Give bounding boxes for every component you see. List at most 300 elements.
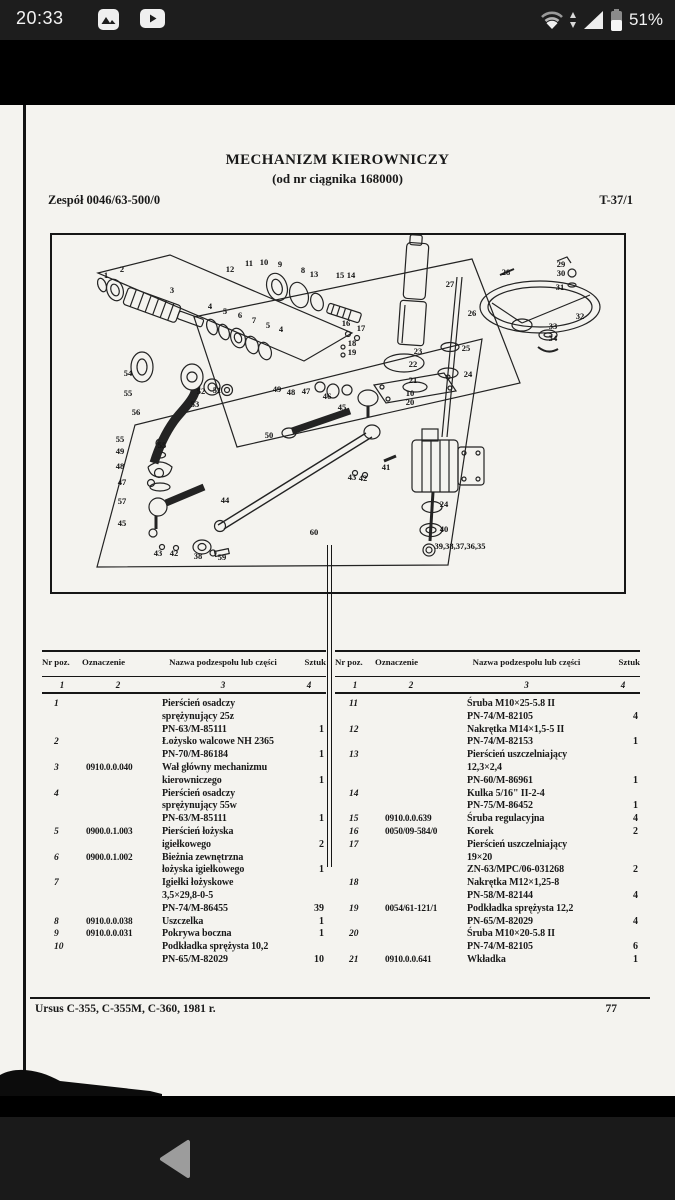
table-row-line xyxy=(335,724,640,737)
part-label: 28 xyxy=(501,267,511,277)
table-cell: Pierścień uszczelniający xyxy=(467,749,568,761)
table-cell: Pokrywa boczna xyxy=(162,928,232,940)
table-row-line xyxy=(42,762,326,775)
table-cell xyxy=(42,839,86,852)
table-row-line xyxy=(42,916,326,929)
table-row-line xyxy=(42,852,326,865)
table-row-line xyxy=(335,941,640,954)
table-cell xyxy=(612,788,640,801)
table-cell: 19 xyxy=(349,903,359,914)
table-row-line xyxy=(42,928,326,941)
table-cell xyxy=(298,852,326,865)
table-cell: PN-65/M-82029 xyxy=(162,953,228,965)
table-cell: Śruba regulacyjna xyxy=(467,813,545,825)
part-label: 7 xyxy=(251,315,257,325)
table-cell: PN-60/M-86961 xyxy=(467,774,533,786)
part-label: 24 xyxy=(463,369,473,379)
table-cell xyxy=(612,724,640,737)
table-cell: sprężynujący 55w xyxy=(162,800,237,812)
part-label: 15 xyxy=(335,270,345,280)
table-cell: Pierścień łożyska xyxy=(162,825,234,837)
table-cell: 8 xyxy=(54,916,59,927)
table-cell: 4 xyxy=(633,915,638,927)
part-label: 51 xyxy=(212,385,222,395)
table-cell xyxy=(385,724,467,737)
part-label: 32 xyxy=(575,311,585,321)
table-cell xyxy=(335,941,385,954)
col-header-name: Nazwa podzespołu lub części xyxy=(472,657,581,667)
table-cell: Korek xyxy=(467,825,494,837)
table-cell: 1 xyxy=(633,774,638,786)
table-cell: PN-63/M-85111 xyxy=(162,813,227,825)
table-cell xyxy=(385,928,467,941)
table-cell: Uszczelka xyxy=(162,915,204,927)
table-cell xyxy=(86,775,162,788)
table-cell: 4 xyxy=(633,889,638,901)
part-label: 22 xyxy=(408,359,418,369)
table-cell: 1 xyxy=(319,723,324,735)
table-cell: 17 xyxy=(349,839,359,850)
table-row-line xyxy=(42,877,326,890)
table-row-line xyxy=(42,775,326,788)
table-cell: 12 xyxy=(349,724,359,735)
status-indicators xyxy=(541,0,663,40)
part-label: 17 xyxy=(356,323,366,333)
table-row-line xyxy=(42,839,326,852)
table-row-line xyxy=(42,941,326,954)
table-cell: 1 xyxy=(633,953,638,965)
table-cell xyxy=(385,698,467,711)
table-cell xyxy=(86,711,162,724)
table-cell: 16 xyxy=(349,826,359,837)
table-cell: 20 xyxy=(349,929,359,940)
table-cell xyxy=(298,890,326,903)
table-cell: PN-74/M-82105 xyxy=(467,710,533,722)
part-label: 38 xyxy=(193,551,203,561)
part-label: 33 xyxy=(548,321,558,331)
table-cell: Igiełki łożyskowe xyxy=(162,877,234,889)
table-cell: 4 xyxy=(633,710,638,722)
table-cell: Bieżnia zewnętrzna xyxy=(162,851,244,863)
table-cell: 0900.0.1.003 xyxy=(86,826,133,837)
table-cell xyxy=(385,941,467,954)
table-cell xyxy=(42,813,86,826)
part-label: 55 xyxy=(123,388,133,398)
table-row-line xyxy=(42,890,326,903)
table-cell: 18 xyxy=(349,878,359,889)
table-cell: Śruba M10×20-5.8 II xyxy=(467,928,555,940)
table-cell xyxy=(335,916,385,929)
table-cell xyxy=(42,749,86,762)
part-label: 16 xyxy=(341,318,351,328)
part-label: 21 xyxy=(408,375,418,385)
table-cell: 13 xyxy=(349,750,359,761)
table-cell xyxy=(42,711,86,724)
table-cell xyxy=(86,903,162,916)
table-row-line xyxy=(335,775,640,788)
battery-icon xyxy=(610,8,623,32)
table-cell: 1 xyxy=(633,736,638,748)
table-cell: Łożysko walcowe NH 2365 xyxy=(162,736,274,748)
table-row-line xyxy=(335,864,640,877)
parts-table-left xyxy=(42,650,326,978)
table-row-line xyxy=(42,813,326,826)
table-cell xyxy=(86,877,162,890)
table-cell: PN-74/M-86455 xyxy=(162,902,228,914)
table-cell xyxy=(298,941,326,954)
table-cell xyxy=(385,711,467,724)
table-body-left xyxy=(42,694,326,967)
table-row-line xyxy=(42,954,326,967)
table-row-line xyxy=(42,698,326,711)
scan-edge-line xyxy=(23,105,26,1096)
column-number-row: 1 2 3 4 xyxy=(352,679,626,690)
back-icon xyxy=(158,1137,192,1181)
part-label: 4 xyxy=(278,324,284,334)
table-cell xyxy=(298,800,326,813)
table-cell xyxy=(335,762,385,775)
table-row-line xyxy=(335,800,640,813)
page-subtitle: (od nr ciągnika 168000) xyxy=(272,171,403,186)
table-cell: 1 xyxy=(319,813,324,825)
part-label: 57 xyxy=(117,496,127,506)
part-label: 18 xyxy=(347,338,357,348)
gallery-icon xyxy=(98,9,119,35)
table-cell xyxy=(612,877,640,890)
table-cell xyxy=(335,711,385,724)
part-label: 49 xyxy=(272,384,282,394)
table-cell: 0910.0.0.038 xyxy=(86,916,133,927)
part-label: 45 xyxy=(117,518,127,528)
part-label: 5 xyxy=(265,320,271,330)
table-cell: 0910.0.0.031 xyxy=(86,929,133,940)
table-cell: 0054/61-121/1 xyxy=(385,903,438,914)
document-page xyxy=(0,105,675,1096)
table-cell xyxy=(335,890,385,903)
table-cell: PN-75/M-86452 xyxy=(467,800,533,812)
table-divider xyxy=(327,545,332,867)
letterbox-strip xyxy=(0,1096,675,1117)
table-cell xyxy=(612,698,640,711)
table-cell xyxy=(86,954,162,967)
table-cell: Pierścień uszczelniający xyxy=(467,838,568,850)
table-row-line xyxy=(42,788,326,801)
page-title: MECHANIZM KIEROWNICZY xyxy=(225,152,450,168)
table-cell xyxy=(298,826,326,839)
table-cell xyxy=(385,749,467,762)
table-row-line xyxy=(335,890,640,903)
part-label: 6 xyxy=(237,310,243,320)
table-cell: 3 xyxy=(54,762,59,773)
table-cell xyxy=(385,762,467,775)
wifi-icon xyxy=(541,10,563,30)
table-cell: 1 xyxy=(633,800,638,812)
footer-rule xyxy=(30,997,650,999)
part-label: 10 xyxy=(405,388,415,398)
table-cell xyxy=(86,736,162,749)
part-label: 13 xyxy=(309,269,319,279)
table-cell: Pierścień osadczy xyxy=(162,787,236,799)
table-cell: 19×20 xyxy=(467,851,493,863)
part-label: 48 xyxy=(115,461,125,471)
table-row-line xyxy=(42,724,326,737)
table-cell: 0910.0.0.639 xyxy=(385,814,432,825)
table-row-line xyxy=(335,877,640,890)
table-cell xyxy=(612,903,640,916)
table-cell: sprężynujący 25z xyxy=(162,710,234,722)
table-cell: 6 xyxy=(54,852,59,863)
table-cell: PN-74/M-82105 xyxy=(467,941,533,953)
part-label: 1 xyxy=(103,270,109,280)
table-cell: PN-74/M-82153 xyxy=(467,736,533,748)
part-label: 19 xyxy=(347,347,357,357)
table-cell: PN-65/M-82029 xyxy=(467,915,533,927)
table-cell: Wkładka xyxy=(467,953,506,965)
table-cell xyxy=(298,877,326,890)
column-number-row: 1 2 3 4 xyxy=(59,679,312,690)
table-cell xyxy=(335,736,385,749)
table-row-line xyxy=(42,864,326,877)
table-cell: 0900.0.1.002 xyxy=(86,852,133,863)
col-header-code: Oznaczenie xyxy=(375,657,418,667)
table-cell xyxy=(86,890,162,903)
table-cell: 12,3×2,4 xyxy=(467,761,502,773)
battery-percent: 51% xyxy=(628,10,663,29)
table-cell xyxy=(385,839,467,852)
table-cell xyxy=(42,890,86,903)
col-header-nr: Nr poz. xyxy=(42,657,70,667)
table-cell: 1 xyxy=(319,749,324,761)
table-cell xyxy=(385,890,467,903)
table-cell: 2 xyxy=(633,825,638,837)
table-row-line xyxy=(335,736,640,749)
table-cell: Nakrętka M12×1,25-8 xyxy=(467,877,560,889)
col-header-qty: Sztuk xyxy=(304,657,326,667)
table-row-line xyxy=(335,788,640,801)
back-button[interactable] xyxy=(158,1137,192,1181)
part-label: 47 xyxy=(301,386,311,396)
part-label: 25 xyxy=(461,343,471,353)
table-cell: 1 xyxy=(54,699,59,709)
table-cell xyxy=(385,788,467,801)
part-label: 53 xyxy=(190,399,200,409)
part-label: 44 xyxy=(220,495,230,505)
table-cell xyxy=(385,916,467,929)
part-label: 59 xyxy=(217,552,227,562)
table-cell xyxy=(42,864,86,877)
part-label: 43 xyxy=(347,472,357,482)
clock: 20:33 xyxy=(16,8,64,28)
part-label: 42 xyxy=(169,548,179,558)
part-label: 12 xyxy=(225,264,235,274)
sheet-number: T-37/1 xyxy=(599,193,633,207)
table-row-line xyxy=(335,928,640,941)
data-arrows-icon xyxy=(569,10,577,30)
table-cell: 1 xyxy=(319,864,324,876)
part-label: 2 xyxy=(119,264,125,274)
scan-smudge xyxy=(0,1065,170,1096)
table-cell: 1 xyxy=(319,915,324,927)
part-label: 60 xyxy=(309,527,319,537)
table-cell xyxy=(385,800,467,813)
part-label: 50 xyxy=(264,430,274,440)
table-cell: 15 xyxy=(349,814,359,825)
table-cell xyxy=(86,941,162,954)
part-label: 45 xyxy=(337,402,347,412)
table-cell: 1 xyxy=(319,928,324,940)
part-label: 26 xyxy=(467,308,477,318)
table-row-line xyxy=(335,698,640,711)
assembly-number: Zespół 0046/63-500/0 xyxy=(48,193,161,207)
table-cell xyxy=(298,711,326,724)
table-row-line xyxy=(335,711,640,724)
table-cell: 14 xyxy=(349,788,359,799)
part-label: 48 xyxy=(286,387,296,397)
table-cell: Podkładka sprężysta 10,2 xyxy=(162,941,269,953)
table-cell xyxy=(86,788,162,801)
part-label: 5 xyxy=(222,306,228,316)
table-body-right xyxy=(335,694,640,967)
part-label: 40 xyxy=(439,524,449,534)
part-label: 43 xyxy=(153,548,163,558)
exploded-diagram xyxy=(50,233,626,594)
table-cell xyxy=(42,954,86,967)
table-row-line xyxy=(335,813,640,826)
part-label: 52 xyxy=(196,386,206,396)
table-header xyxy=(42,652,326,676)
table-cell: łożyska igiełkowego xyxy=(162,864,245,876)
table-cell: PN-63/M-85111 xyxy=(162,723,227,735)
parts-table-right xyxy=(335,650,640,978)
table-cell: kierowniczego xyxy=(162,774,222,786)
table-cell: 2 xyxy=(319,838,324,850)
table-cell: 2 xyxy=(633,864,638,876)
table-cell xyxy=(385,852,467,865)
part-label: 9 xyxy=(277,259,283,269)
table-cell xyxy=(612,749,640,762)
part-label: 39,38,37,36,35 xyxy=(434,541,486,551)
table-cell xyxy=(86,839,162,852)
table-cell xyxy=(298,736,326,749)
signal-icon xyxy=(583,10,604,30)
status-bar xyxy=(0,0,675,40)
table-cell xyxy=(385,877,467,890)
table-cell: 10 xyxy=(54,942,64,953)
table-cell: 11 xyxy=(349,699,358,709)
table-cell xyxy=(298,698,326,711)
table-row-line xyxy=(42,826,326,839)
table-cell: 39 xyxy=(314,902,324,914)
table-cell: ZN-63/MPC/06-031268 xyxy=(467,864,564,876)
table-cell xyxy=(42,903,86,916)
page-number: 77 xyxy=(605,1003,617,1015)
part-label: 4 xyxy=(207,301,213,311)
table-cell xyxy=(42,775,86,788)
part-label: 14 xyxy=(346,270,356,280)
part-label: 55 xyxy=(157,440,167,450)
table-cell xyxy=(42,724,86,737)
table-cell: 6 xyxy=(633,941,638,953)
table-cell: 4 xyxy=(633,813,638,825)
table-cell xyxy=(86,724,162,737)
table-cell xyxy=(298,762,326,775)
table-cell: 7 xyxy=(54,878,59,889)
table-row-line xyxy=(335,749,640,762)
part-label: 30 xyxy=(556,268,566,278)
table-cell xyxy=(86,698,162,711)
part-label: 27 xyxy=(445,279,455,289)
col-header-nr: Nr poz. xyxy=(335,657,363,667)
table-cell: PN-58/M-82144 xyxy=(467,889,533,901)
table-cell: Kulka 5/16" II-2-4 xyxy=(467,787,545,799)
table-cell: 0050/09-584/0 xyxy=(385,826,438,837)
table-cell xyxy=(86,864,162,877)
part-label: 23 xyxy=(413,346,423,356)
table-cell: 9 xyxy=(54,929,59,940)
table-cell xyxy=(86,800,162,813)
table-cell xyxy=(612,839,640,852)
table-cell: Wał główny mechanizmu xyxy=(162,761,268,773)
table-cell: 0910.0.0.641 xyxy=(385,954,432,965)
table-cell xyxy=(612,762,640,775)
table-cell: Nakrętka M14×1,5-5 II xyxy=(467,723,565,735)
table-cell: Pierścień osadczy xyxy=(162,698,236,709)
table-row-line xyxy=(335,903,640,916)
table-row-line xyxy=(335,839,640,852)
table-cell xyxy=(335,864,385,877)
part-label: 42 xyxy=(358,473,368,483)
table-cell: 3,5×29,8-0-5 xyxy=(162,889,214,901)
table-row-line xyxy=(335,954,640,967)
part-label: 10 xyxy=(259,257,269,267)
table-cell: 1 xyxy=(319,774,324,786)
table-cell xyxy=(335,852,385,865)
table-cell xyxy=(86,813,162,826)
part-label: 11 xyxy=(244,258,254,268)
part-label: 31 xyxy=(555,282,565,292)
col-header-code: Oznaczenie xyxy=(82,657,125,667)
part-label: 34 xyxy=(548,333,558,343)
catalog-footer: Ursus C-355, C-355M, C-360, 1981 r. xyxy=(35,1003,216,1015)
table-cell xyxy=(86,749,162,762)
table-row-line xyxy=(335,762,640,775)
part-label: 3 xyxy=(169,285,175,295)
table-row-line xyxy=(42,736,326,749)
table-row-line xyxy=(335,916,640,929)
part-label: 29 xyxy=(556,259,566,269)
part-label: 41 xyxy=(381,462,391,472)
part-label: 55 xyxy=(115,434,125,444)
part-label: 56 xyxy=(131,407,141,417)
table-cell xyxy=(385,775,467,788)
table-cell: 0910.0.0.040 xyxy=(86,762,133,773)
table-row-line xyxy=(42,711,326,724)
table-cell: 5 xyxy=(54,826,59,837)
table-cell xyxy=(298,788,326,801)
part-label: 20 xyxy=(405,397,415,407)
table-cell: 21 xyxy=(349,954,359,965)
table-row-line xyxy=(42,749,326,762)
table-row-line xyxy=(335,826,640,839)
table-cell: PN-70/M-86184 xyxy=(162,749,228,761)
table-cell xyxy=(335,800,385,813)
table-cell: igiełkowego xyxy=(162,838,211,850)
part-label: 49 xyxy=(115,446,125,456)
table-cell: Śruba M10×25-5.8 II xyxy=(467,698,555,709)
part-label: 47 xyxy=(117,477,127,487)
col-header-name: Nazwa podzespołu lub części xyxy=(169,657,277,667)
table-row-line xyxy=(335,852,640,865)
